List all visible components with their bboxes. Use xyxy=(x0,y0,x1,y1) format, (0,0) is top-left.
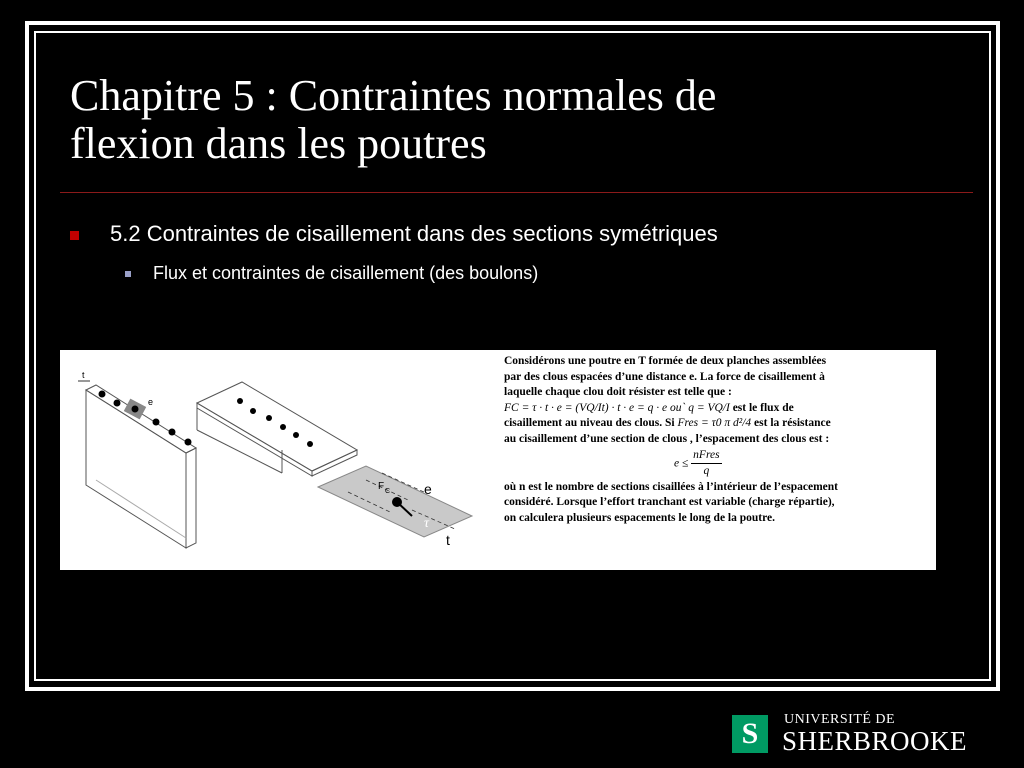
logo-line-1: UNIVERSITÉ DE xyxy=(784,712,896,727)
bullet-1-text: 5.2 Contraintes de cisaillement dans des sections symétriques xyxy=(110,221,718,246)
logo-badge-icon: S xyxy=(732,715,768,753)
text-line-1: Considérons une poutre en T formée de deux planches assemblées xyxy=(504,355,827,367)
bullet-2-text: Flux et contraintes de cisaillement (des boulons) xyxy=(153,263,539,283)
beam-diagram xyxy=(60,350,500,570)
label-t-plate: t xyxy=(446,532,450,548)
fraction-numerator: nFres xyxy=(691,448,721,465)
text-line-3: laquelle chaque clou doit résister est telle que : xyxy=(504,386,732,399)
flange-plank-drawing xyxy=(197,382,357,476)
logo-line-2: SHERBROOKE xyxy=(782,726,968,756)
fraction-denominator: q xyxy=(703,465,710,478)
slide-title xyxy=(70,72,950,168)
equation-spacing xyxy=(504,448,934,480)
label-t-top: t xyxy=(82,370,85,380)
small-square-bullet-icon xyxy=(125,271,131,277)
text-line-section: au cisaillement d’une section de clous , l’espacement des clous est : xyxy=(504,432,830,445)
figure-panel xyxy=(60,350,936,570)
title-divider xyxy=(60,192,973,193)
equation-1-suffix: est le flux de xyxy=(729,401,794,414)
title-line-2: flexion dans les poutres xyxy=(70,119,487,168)
si-prefix: cisaillement au niveau des clous. Si xyxy=(504,417,678,430)
equation-spacing-fraction xyxy=(691,448,721,480)
text-line-end-2: considéré. Lorsque l’effort tranchant est variable (charge répartie), xyxy=(504,496,835,509)
label-fc-sub: C xyxy=(385,488,391,495)
university-logo xyxy=(732,712,1002,756)
title-line-1: Chapitre 5 : Contraintes normales de xyxy=(70,71,717,120)
text-line-end-1: où n est le nombre de sections cisaillées à l’intérieur de l’espacement xyxy=(504,480,838,493)
text-line-2: par des clous espacées d’une distance e. La force de cisaillement à xyxy=(504,370,825,383)
explanation-text xyxy=(504,354,934,526)
si-suffix: est la résistance xyxy=(751,417,831,430)
label-e-plate: e xyxy=(424,481,432,497)
equation-fc: FC = τ · t · e = (VQ/It) · t · e = q · e ou` q = VQ/I xyxy=(504,401,730,414)
text-line-end-3: on calculera plusieurs espacements le long de la poutre. xyxy=(504,511,775,524)
label-e-top: e xyxy=(148,397,154,407)
label-fc: F xyxy=(378,481,385,492)
equation-line-1 xyxy=(504,401,934,417)
text-line-si xyxy=(504,416,934,432)
label-tau: τ xyxy=(424,516,430,531)
red-square-bullet-icon xyxy=(70,231,79,240)
equation-fres: Fres = τ0 π d²/4 xyxy=(677,417,752,430)
equation-spacing-left: e ≤ xyxy=(674,457,689,470)
